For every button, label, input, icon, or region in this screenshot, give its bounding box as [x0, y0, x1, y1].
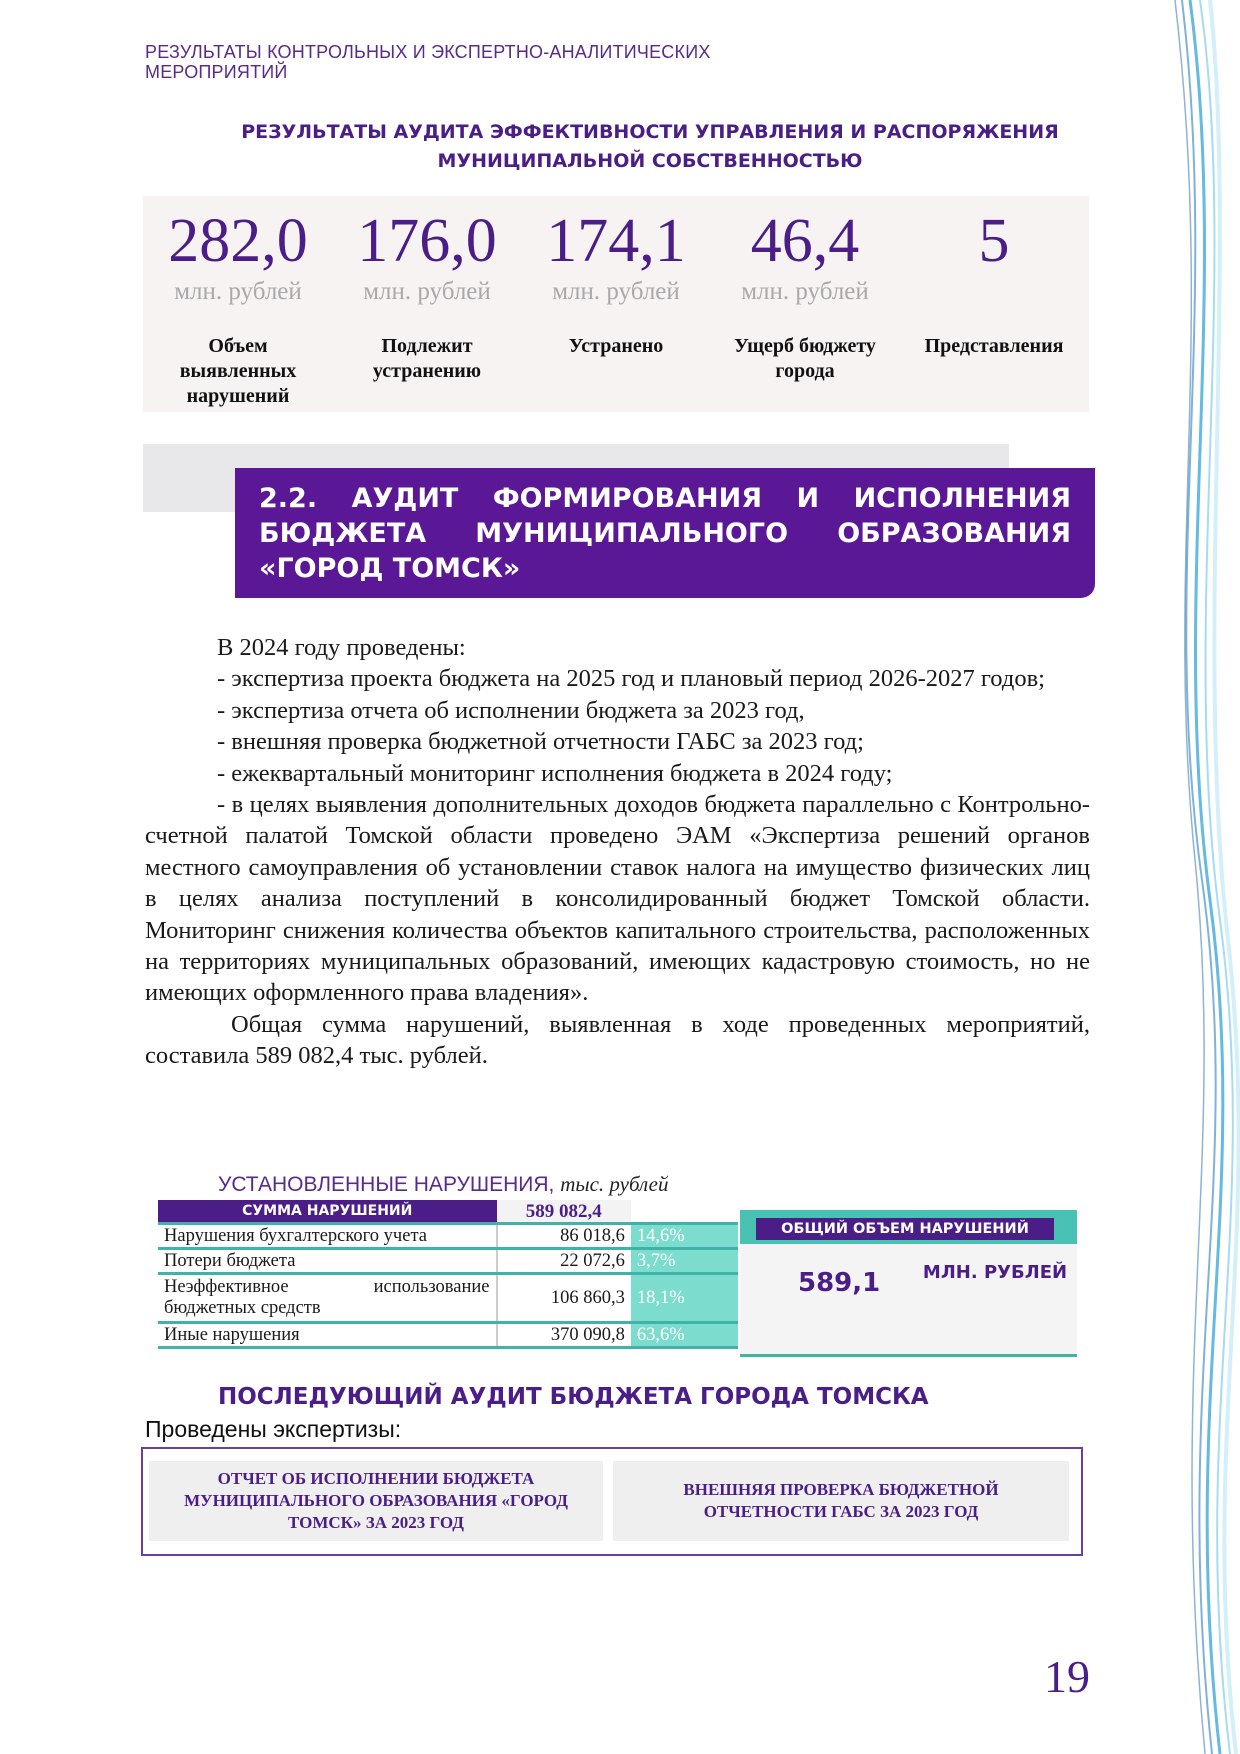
sum-header-label: СУММА НАРУШЕНИЙ	[158, 1200, 497, 1224]
stat-unit: млн. рублей	[363, 278, 491, 305]
stat-label: Представления	[924, 335, 1064, 357]
stat-unit: млн. рублей	[552, 278, 680, 305]
row-amount: 106 860,3	[497, 1274, 631, 1323]
row-name: Неэффективное использование бюджетных средств	[158, 1274, 497, 1323]
followup-title: ПОСЛЕДУЮЩИЙ АУДИТ БЮДЖЕТА ГОРОДА ТОМСКА	[218, 1384, 929, 1410]
body-text	[145, 632, 1090, 1072]
stat-to-eliminate	[332, 196, 522, 384]
total-value: 589,1	[798, 1268, 881, 1298]
stat-unit	[899, 278, 1089, 306]
stat-label: Устранено	[568, 335, 664, 357]
table-row	[158, 1224, 738, 1249]
stat-value: 176,0	[357, 207, 497, 275]
row-share: 18,1%	[631, 1274, 738, 1323]
decorative-wave-border	[1160, 0, 1240, 1754]
stat-eliminated	[521, 196, 711, 359]
audit-results-title	[200, 118, 1100, 176]
stat-value: 46,4	[750, 207, 860, 275]
exam-card-gabs-check: ВНЕШНЯЯ ПРОВЕРКА БЮДЖЕТНОЙ ОТЧЕТНОСТИ ГАБС ЗА 2023 ГОД	[613, 1461, 1069, 1541]
violations-table	[158, 1200, 738, 1349]
stat-representations	[899, 196, 1089, 359]
total-title: ОБЩИЙ ОБЪЕМ НАРУШЕНИЙ	[756, 1218, 1054, 1240]
stat-value: 282,0	[168, 207, 308, 275]
body-item: - экспертиза отчета об исполнении бюджета за 2023 год,	[217, 696, 805, 724]
table-row	[158, 1249, 738, 1274]
section-header: РЕЗУЛЬТАТЫ КОНТРОЛЬНЫХ И ЭКСПЕРТНО-АНАЛИТИЧЕСКИХ МЕРОПРИЯТИЙ	[145, 42, 711, 82]
stat-value: 5	[978, 207, 1010, 275]
stat-unit: млн. рублей	[174, 278, 302, 305]
stat-unit: млн. рублей	[741, 278, 869, 305]
sum-header-empty	[631, 1200, 738, 1224]
body-item: - ежеквартальный мониторинг исполнения бюджета в 2024 году;	[217, 759, 893, 787]
row-name: Нарушения бухгалтерского учета	[158, 1224, 497, 1249]
stat-label: Подлежит устранению	[372, 335, 482, 382]
body-intro: В 2024 году проведены:	[217, 634, 466, 661]
violations-caption-unit: тыс. рублей	[560, 1172, 669, 1196]
violations-caption-text: УСТАНОВЛЕННЫЕ НАРУШЕНИЯ	[218, 1173, 549, 1196]
stat-violations-volume	[143, 196, 333, 409]
body-item: - экспертиза проекта бюджета на 2025 год и плановый период 2026-2027 годов;	[217, 665, 1045, 693]
chapter-title: 2.2. АУДИТ ФОРМИРОВАНИЯ И ИСПОЛНЕНИЯ БЮДЖЕТА МУНИЦИПАЛЬНОГО ОБРАЗОВАНИЯ «ГОРОД ТОМСК»	[259, 483, 1071, 584]
stat-label: Ущерб бюджету города	[734, 335, 876, 382]
body-summary: Общая сумма нарушений, выявленная в ходе проведенных мероприятий, составила 589 082,4 тыс. рублей.	[145, 1010, 1090, 1070]
stat-value: 174,1	[546, 207, 686, 275]
table-header-row	[158, 1200, 738, 1224]
body-item: - в целях выявления дополнительных доходов бюджета параллельно с Контрольно-счетной палатой Томской области проведено ЭАМ «Экспертиза решений органов местного самоуправления об установлении ставок налога на имущество физических лиц в целях анализа поступлений в консолидированный бюджет Томской области. Мониторинг снижения количества объектов капитального строительства, расположенных на территориях муниципальных образований, имеющих кадастровую стоимость, но не имеющих оформленного права владения».	[145, 791, 1090, 1007]
examinations-frame	[141, 1447, 1083, 1556]
violations-caption: УСТАНОВЛЕННЫЕ НАРУШЕНИЯ, тыс. рублей	[218, 1172, 669, 1196]
row-share: 3,7%	[631, 1249, 738, 1274]
row-amount: 22 072,6	[497, 1249, 631, 1274]
page-number: 19	[1044, 1651, 1090, 1702]
row-name: Иные нарушения	[158, 1323, 497, 1348]
row-amount: 370 090,8	[497, 1323, 631, 1348]
stat-label: Объем выявленных нарушений	[179, 335, 297, 407]
audit-results-title-line2: МУНИЦИПАЛЬНОЙ СОБСТВЕННОСТЬЮ	[437, 150, 863, 172]
exam-card-budget-report: ОТЧЕТ ОБ ИСПОЛНЕНИИ БЮДЖЕТА МУНИЦИПАЛЬНОГО ОБРАЗОВАНИЯ «ГОРОД ТОМСК» ЗА 2023 ГОД	[149, 1461, 603, 1541]
total-unit: МЛН. РУБЛЕЙ	[922, 1262, 1068, 1283]
stat-city-damage	[710, 196, 900, 384]
followup-subtitle: Проведены экспертизы:	[145, 1416, 402, 1442]
body-item: - внешняя проверка бюджетной отчетности ГАБС за 2023 год;	[217, 728, 864, 756]
row-share: 63,6%	[631, 1323, 738, 1348]
row-name: Потери бюджета	[158, 1249, 497, 1274]
chapter-banner	[235, 468, 1095, 598]
row-amount: 86 018,6	[497, 1224, 631, 1249]
row-share: 14,6%	[631, 1224, 738, 1249]
table-row	[158, 1274, 738, 1323]
total-header-band	[740, 1210, 1077, 1244]
table-row	[158, 1323, 738, 1348]
audit-stats-panel	[143, 196, 1089, 412]
audit-results-title-line1: РЕЗУЛЬТАТЫ АУДИТА ЭФФЕКТИВНОСТИ УПРАВЛЕНИЯ И РАСПОРЯЖЕНИЯ	[241, 121, 1059, 143]
sum-header-value: 589 082,4	[497, 1200, 631, 1224]
total-violations-box	[740, 1210, 1077, 1357]
